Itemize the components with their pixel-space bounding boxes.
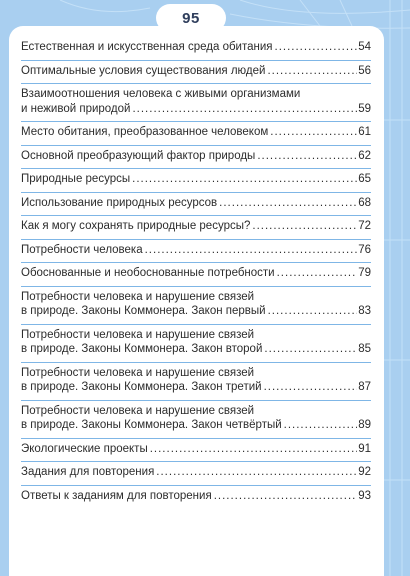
toc-entry	[21, 61, 371, 85]
table-of-contents	[21, 37, 371, 508]
dot-leader	[252, 219, 357, 234]
toc-entry-line	[21, 219, 371, 234]
toc-entry-line	[21, 64, 371, 79]
dot-leader	[268, 304, 358, 319]
dot-leader	[132, 102, 357, 117]
toc-entry-title-line: Потребности человека и нарушение связей	[21, 404, 255, 417]
toc-entry-title: Ответы к заданиям для повторения	[21, 489, 212, 502]
toc-entry-title: и неживой природой	[21, 102, 131, 115]
toc-entry-title-line: Взаимоотношения человека с живыми организмами	[21, 88, 301, 100]
toc-entry-title: Место обитания, преобразованное человеком	[21, 126, 269, 138]
dot-leader	[214, 489, 358, 504]
toc-entry-title: в природе. Законы Коммонера. Закон первый	[21, 305, 266, 317]
toc-entry-line	[21, 342, 371, 357]
toc-entry-title-line: Потребности человека и нарушение связей	[21, 290, 255, 303]
toc-entry	[21, 37, 371, 61]
toc-entry-title-line: Потребности человека и нарушение связей	[21, 366, 255, 379]
toc-entry	[21, 84, 371, 122]
toc-entry-line	[21, 418, 371, 433]
toc-entry	[21, 240, 371, 264]
toc-entry-page-number: 59	[358, 102, 371, 115]
toc-entry	[21, 439, 371, 463]
toc-entry-line	[21, 442, 371, 457]
toc-entry-page-number: 56	[358, 64, 371, 77]
toc-entry-line	[21, 489, 371, 504]
toc-entry	[21, 193, 371, 217]
toc-entry-line	[21, 125, 371, 140]
dot-leader	[156, 465, 357, 480]
toc-entry-line	[21, 465, 371, 480]
toc-entry	[21, 263, 371, 287]
toc-entry	[21, 363, 371, 401]
dot-leader	[275, 40, 358, 55]
toc-entry	[21, 325, 371, 363]
dot-leader	[219, 196, 357, 211]
toc-entry	[21, 169, 371, 193]
dot-leader	[257, 149, 357, 164]
toc-entry-title: Экологические проекты	[21, 442, 148, 455]
toc-entry-line	[21, 172, 371, 187]
toc-entry-title: Естественная и искусственная среда обитания	[21, 41, 273, 53]
dot-leader	[267, 64, 357, 79]
toc-entry-page-number: 85	[358, 343, 371, 355]
dot-leader	[264, 380, 358, 395]
toc-entry-line	[21, 243, 371, 258]
toc-entry-page-number: 54	[358, 41, 371, 53]
toc-entry-page-number: 91	[358, 442, 371, 455]
toc-entry	[21, 216, 371, 240]
toc-entry-line	[21, 304, 371, 319]
toc-entry	[21, 122, 371, 146]
toc-entry-page-number: 83	[358, 305, 371, 317]
dot-leader	[132, 172, 357, 187]
dot-leader	[270, 125, 357, 140]
toc-entry-page-number: 68	[358, 196, 371, 209]
toc-entry-page-number: 89	[358, 419, 371, 431]
toc-entry-page-number: 62	[358, 149, 371, 162]
toc-entry-title: Как я могу сохранять природные ресурсы?	[21, 220, 251, 232]
toc-entry	[21, 146, 371, 170]
toc-entry-title-line: Потребности человека и нарушение связей	[21, 328, 255, 341]
toc-entry-page-number: 76	[358, 243, 371, 256]
toc-entry-title: Природные ресурсы	[21, 173, 131, 185]
toc-entry-title: Использование природных ресурсов	[21, 196, 218, 209]
toc-entry-title: в природе. Законы Коммонера. Закон второй	[21, 343, 263, 355]
toc-entry-line	[21, 380, 371, 395]
toc-entry	[21, 401, 371, 439]
dot-leader	[277, 266, 358, 281]
toc-entry-title: Потребности человека	[21, 243, 143, 256]
toc-entry-title: Обоснованные и необоснованные потребности	[21, 267, 275, 279]
toc-entry	[21, 462, 371, 486]
toc-entry-page-number: 79	[358, 267, 371, 279]
toc-entry-title: Оптимальные условия существования людей	[21, 64, 266, 77]
toc-entry-line	[21, 149, 371, 164]
dot-leader	[284, 418, 358, 433]
dot-leader	[145, 243, 358, 258]
toc-entry-page-number: 72	[358, 220, 371, 232]
toc-entry-title: Основной преобразующий фактор природы	[21, 149, 256, 162]
toc-entry	[21, 486, 371, 509]
dot-leader	[264, 342, 357, 357]
toc-entry	[21, 287, 371, 325]
toc-entry-title: Задания для повторения	[21, 466, 155, 478]
toc-entry-page-number: 65	[358, 173, 371, 185]
page-number-tab	[156, 4, 226, 32]
toc-entry-line	[21, 102, 371, 117]
toc-entry-page-number: 93	[358, 489, 371, 502]
toc-entry-page-number: 61	[358, 126, 371, 138]
dot-leader	[150, 442, 357, 457]
toc-entry-line	[21, 266, 371, 281]
page-number: 95	[182, 9, 200, 27]
toc-entry-page-number: 92	[358, 466, 371, 478]
toc-entry-title: в природе. Законы Коммонера. Закон четвёртый	[21, 419, 282, 431]
toc-entry-line	[21, 40, 371, 55]
toc-entry-page-number: 87	[358, 381, 371, 393]
toc-entry-line	[21, 196, 371, 211]
toc-entry-title: в природе. Законы Коммонера. Закон третий	[21, 381, 262, 393]
